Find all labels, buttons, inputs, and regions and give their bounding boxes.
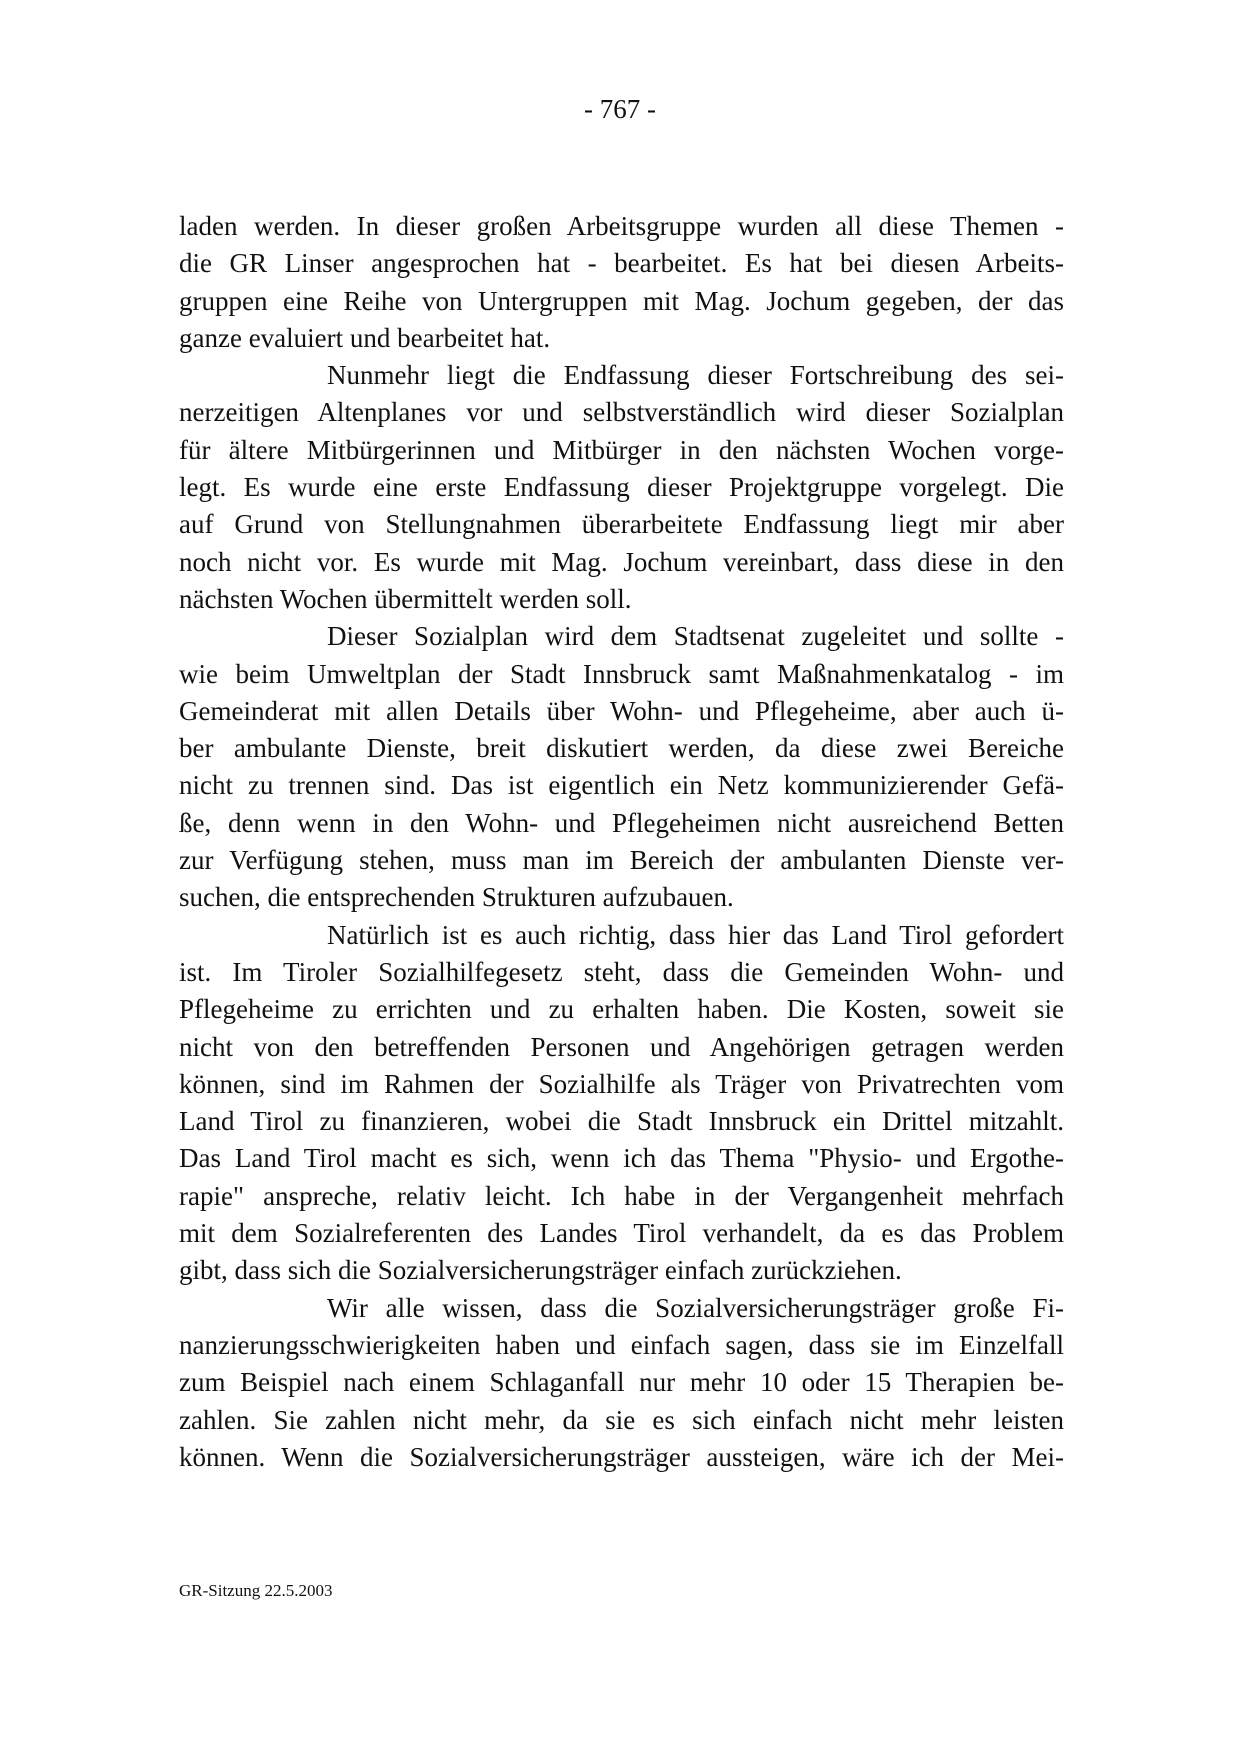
text-line: auf Grund von Stellungnahmen überarbeitete Endfassung liegt mir aber xyxy=(179,509,1064,540)
text-line: Das Land Tirol macht es sich, wenn ich das Thema "Physio- und Ergothe- xyxy=(179,1143,1064,1174)
text-line: rapie" anspreche, relativ leicht. Ich habe in der Vergangenheit mehrfach xyxy=(179,1180,1064,1211)
text-line: Land Tirol zu finanzieren, wobei die Stadt Innsbruck ein Drittel mitzahlt. xyxy=(179,1106,1064,1137)
footer-session-date: GR-Sitzung 22.5.2003 xyxy=(179,1581,333,1600)
text-line: können, sind im Rahmen der Sozialhilfe als Träger von Privatrechten vom xyxy=(179,1068,1064,1099)
text-line: nicht von den betreffenden Personen und Angehörigen getragen werden xyxy=(179,1031,1064,1062)
text-line: ber ambulante Dienste, breit diskutiert werden, da diese zwei Bereiche xyxy=(179,733,1064,764)
text-line: ganze evaluiert und bearbeitet hat. xyxy=(179,322,551,353)
text-line: wie beim Umweltplan der Stadt Innsbruck samt Maßnahmenkatalog - im xyxy=(179,658,1064,689)
text-line: laden werden. In dieser großen Arbeitsgruppe wurden all diese Themen - xyxy=(179,211,1064,241)
text-line: Natürlich ist es auch richtig, dass hier das Land Tirol gefordert xyxy=(327,919,1064,950)
paragraph xyxy=(179,618,1064,916)
text-line: für ältere Mitbürgerinnen und Mitbürger in den nächsten Wochen vorge- xyxy=(179,434,1064,465)
text-line: ße, denn wenn in den Wohn- und Pflegeheimen nicht ausreichend Betten xyxy=(179,807,1064,838)
paragraph xyxy=(179,357,1064,618)
text-line: suchen, die entsprechenden Strukturen aufzubauen. xyxy=(179,882,734,913)
text-line: Nunmehr liegt die Endfassung dieser Fortschreibung des sei- xyxy=(327,360,1064,391)
body-text xyxy=(179,208,1064,1476)
text-line: Wir alle wissen, dass die Sozialversicherungsträger große Fi- xyxy=(327,1292,1064,1323)
paragraph xyxy=(179,1290,1064,1476)
text-line: noch nicht vor. Es wurde mit Mag. Jochum vereinbart, dass diese in den xyxy=(179,546,1064,577)
text-line: zum Beispiel nach einem Schlaganfall nur mehr 10 oder 15 Therapien be- xyxy=(179,1367,1064,1398)
text-line: legt. Es wurde eine erste Endfassung dieser Projektgruppe vorgelegt. Die xyxy=(179,472,1064,503)
text-line: gruppen eine Reihe von Untergruppen mit Mag. Jochum gegeben, der das xyxy=(179,285,1064,316)
text-line: Pflegeheime zu errichten und zu erhalten haben. Die Kosten, soweit sie xyxy=(179,994,1064,1025)
text-line: nanzierungsschwierigkeiten haben und einfach sagen, dass sie im Einzelfall xyxy=(179,1329,1064,1360)
paragraph xyxy=(179,917,1064,1290)
text-line: Dieser Sozialplan wird dem Stadtsenat zugeleitet und sollte - xyxy=(327,621,1064,652)
text-line: mit dem Sozialreferenten des Landes Tirol verhandelt, da es das Problem xyxy=(179,1218,1064,1249)
text-line: die GR Linser angesprochen hat - bearbeitet. Es hat bei diesen Arbeits- xyxy=(179,248,1064,279)
text-line: nicht zu trennen sind. Das ist eigentlich ein Netz kommunizierender Gefä- xyxy=(179,770,1064,801)
text-line: nerzeitigen Altenplanes vor und selbstverständlich wird dieser Sozialplan xyxy=(179,397,1064,428)
page-number: - 767 - xyxy=(584,94,656,124)
text-line: ist. Im Tiroler Sozialhilfegesetz steht, dass die Gemeinden Wohn- und xyxy=(179,956,1064,987)
text-line: können. Wenn die Sozialversicherungsträger aussteigen, wäre ich der Mei- xyxy=(179,1441,1064,1472)
text-line: zahlen. Sie zahlen nicht mehr, da sie es sich einfach nicht mehr leisten xyxy=(179,1404,1064,1435)
text-line: Gemeinderat mit allen Details über Wohn- und Pflegeheime, aber auch ü- xyxy=(179,695,1064,726)
text-line: zur Verfügung stehen, muss man im Bereich der ambulanten Dienste ver- xyxy=(179,845,1064,876)
text-line: nächsten Wochen übermittelt werden soll. xyxy=(179,583,632,614)
paragraph xyxy=(179,208,1064,357)
text-line: gibt, dass sich die Sozialversicherungsträger einfach zurückziehen. xyxy=(179,1255,902,1286)
